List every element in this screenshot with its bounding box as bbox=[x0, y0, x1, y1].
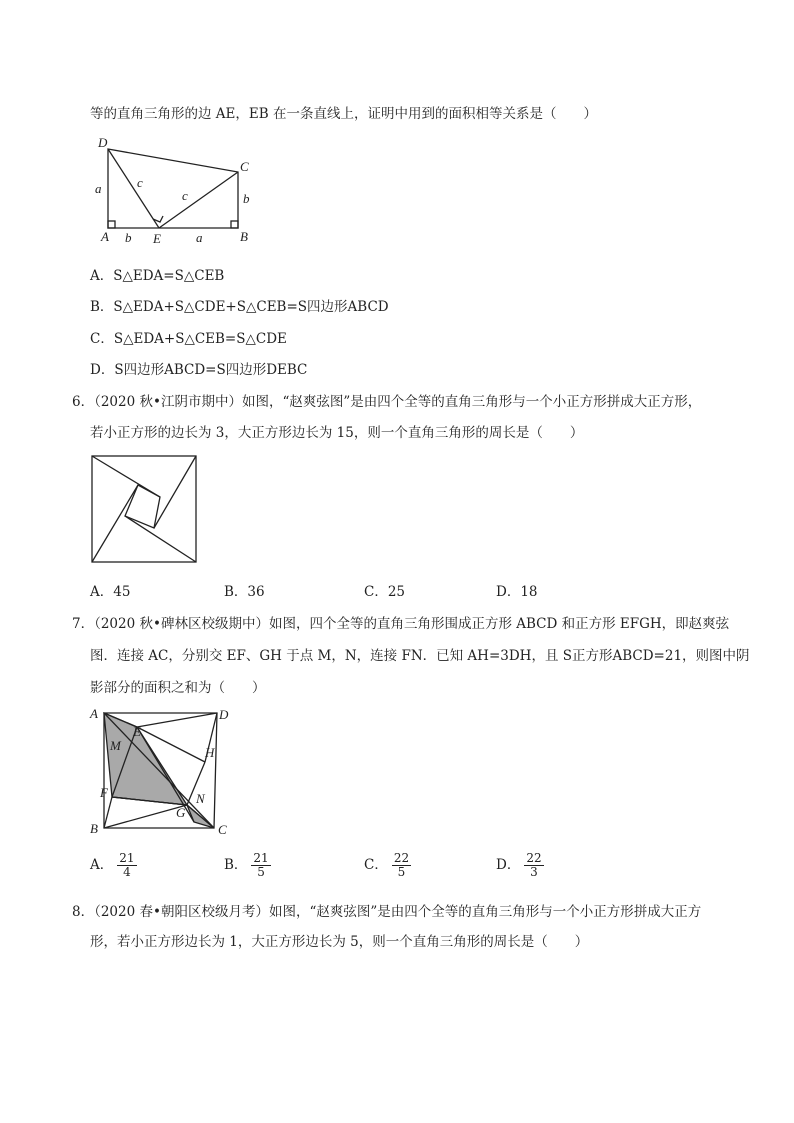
label-A: A bbox=[101, 229, 109, 244]
label-H7: H bbox=[205, 745, 215, 760]
q7-option-c[interactable]: C． $\frac{22}{5}$ bbox=[364, 851, 410, 879]
q7-option-b[interactable]: B． $\frac{21}{5}$ bbox=[224, 851, 269, 879]
label-c1: c bbox=[137, 175, 143, 190]
label-a-bottom: a bbox=[196, 230, 203, 245]
q5-option-d[interactable]: D．S四边形ABCD=S四边形DEBC bbox=[90, 362, 308, 378]
q6-option-a[interactable]: A．45 bbox=[90, 584, 131, 600]
label-b-bottom: b bbox=[125, 230, 132, 245]
q6-option-d[interactable]: D．18 bbox=[496, 584, 538, 600]
label-c2: c bbox=[182, 188, 188, 203]
label-M7: M bbox=[110, 738, 121, 753]
q8-stem-line1: 8．（2020 春•朝阳区校级月考）如图，“赵爽弦图”是由四个全等的直角三角形与一个小正方形拼成大正方 bbox=[72, 904, 702, 920]
q5-option-a[interactable]: A．S△EDA=S△CEB bbox=[90, 268, 225, 284]
q5-option-b[interactable]: B．S△EDA+S△CDE+S△CEB=S四边形ABCD bbox=[90, 299, 389, 315]
label-D7: D bbox=[219, 707, 229, 722]
q6-option-c[interactable]: C．25 bbox=[364, 584, 406, 600]
label-C: C bbox=[240, 159, 249, 174]
q7-stem-line3: 影部分的面积之和为（ ） bbox=[90, 680, 266, 696]
q5-stem-line: 等的直角三角形的边 AE，EB 在一条直线上，证明中用到的面积相等关系是（ ） bbox=[90, 106, 597, 122]
q6-option-b[interactable]: B．36 bbox=[224, 584, 265, 600]
label-E7: E bbox=[133, 724, 141, 739]
label-B: B bbox=[240, 229, 248, 244]
q5-option-c[interactable]: C．S△EDA+S△CEB=S△CDE bbox=[90, 331, 287, 347]
q6-stem-line2: 若小正方形的边长为 3，大正方形边长为 15，则一个直角三角形的周长是（ ） bbox=[90, 425, 584, 441]
q7-stem-line2: 图．连接 AC，分别交 EF、GH 于点 M，N，连接 FN．已知 AH=3DH，且 S正方形ABCD=21，则图中阴 bbox=[90, 648, 750, 664]
q7-option-a[interactable]: A． $\frac{21}{4}$ bbox=[90, 851, 135, 879]
label-a-left: a bbox=[95, 181, 102, 196]
label-C7: C bbox=[218, 822, 227, 837]
q8-stem-line2: 形，若小正方形边长为 1，大正方形边长为 5，则一个直角三角形的周长是（ ） bbox=[90, 934, 589, 950]
label-E: E bbox=[153, 231, 161, 246]
label-F7: F bbox=[100, 785, 108, 800]
q7-stem-line1: 7．（2020 秋•碑林区校级期中）如图，四个全等的直角三角形围成正方形 ABCD 和正方形 EFGH，即赵爽弦 bbox=[72, 616, 730, 632]
label-A7: A bbox=[90, 706, 98, 721]
label-N7: N bbox=[196, 791, 205, 806]
q6-stem-line1: 6．（2020 秋•江阴市期中）如图，“赵爽弦图”是由四个全等的直角三角形与一个小正方形拼成大正方形， bbox=[72, 394, 702, 410]
label-b-right: b bbox=[243, 191, 250, 206]
label-B7: B bbox=[90, 821, 98, 836]
label-G7: G bbox=[176, 805, 186, 820]
label-D: D bbox=[98, 135, 108, 150]
q7-option-d[interactable]: D． $\frac{22}{3}$ bbox=[496, 851, 542, 879]
